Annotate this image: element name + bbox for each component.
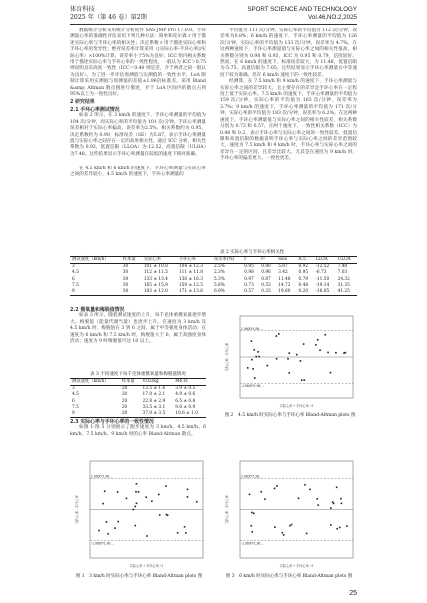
- y-axis-label: 实际心率 - 手环心率: [225, 495, 229, 524]
- table-2-cell: 14.72: [278, 282, 291, 288]
- table-3-row: [70, 411, 206, 418]
- scatter-point: [327, 352, 329, 354]
- figure-1-plot: [72, 455, 207, 570]
- paragraph: 数据统计分析采用统计分析软件 SAS JMP Pro 17.0.0。手环测量心率的准确性评估采用下列几种方法：简单和皮尔森 r 用于描述实际心率与手环心率的相关性；决定系数 r 用于描述实际心率和手环心率的变异性；绝对误差率计算采用（|实际心率-手环心率|/实际心率）×100%计算，误差率小于5%为良好；ICC 组内相关系数用于描述实际心率与手环心率的一致性程度，一般认为 ICC＞0.75 则说明具有高度一致性（ICC＜0.40 则是差，介于两者之间一般认为良好）。为了进一步评估预测值与实测值的一致性水平，LoA 限制计算采用实测值与预测值的差值±1.96倍标准差。采用 Bland &amp; Altman 散点图进行描述，介于 LoA 区间内的散点占到95%以上为一致性良好。: [70, 28, 206, 98]
- table-2-header-cell: 测试速度（km/h）: [70, 257, 121, 264]
- table-3-cell: 7.5: [72, 404, 79, 410]
- table-2-cell: -16.85: [313, 289, 335, 296]
- scatter-point: [249, 494, 251, 496]
- table-3-cell: 37.0 ± 3.5: [141, 411, 174, 418]
- scatter-point: [98, 530, 100, 532]
- left-column-top: [70, 28, 206, 164]
- table-2-header-cell: r: [242, 257, 259, 264]
- subsection-heading: 2.3 实际心率与手环心率的一致性情况: [70, 419, 154, 425]
- scatter-point: [278, 333, 280, 335]
- table-3-grid: [70, 378, 206, 418]
- table-3-cell: 20: [120, 411, 141, 418]
- scatter-point: [254, 377, 256, 379]
- table-2-cell: 30: [121, 289, 142, 296]
- journal-title-en: SPORT SCIENCE AND TECHNOLOGY: [247, 6, 357, 13]
- scatter-point: [252, 368, 254, 370]
- scatter-point: [146, 535, 148, 537]
- scatter-point: [315, 344, 317, 346]
- scatter-point: [165, 485, 167, 487]
- scatter-point: [102, 503, 104, 505]
- scatter-point: [135, 491, 137, 493]
- scatter-point: [134, 506, 136, 508]
- scatter-point: [316, 498, 318, 500]
- scatter-point: [274, 526, 276, 528]
- scatter-point: [303, 343, 305, 345]
- scatter-point: [132, 509, 134, 511]
- scatter-point: [126, 498, 128, 500]
- table-2-cell: 30: [122, 276, 129, 282]
- table-3-cell: 4.5: [72, 392, 79, 398]
- scatter-point: [330, 524, 332, 526]
- table-3-header-cell: 测试速度（km/h）: [70, 379, 120, 386]
- table-2-cell: 0.48: [298, 282, 309, 288]
- scatter-point: [289, 352, 291, 354]
- table-2-cell: 30: [122, 282, 129, 288]
- table-2-cell: -6.73: [315, 270, 327, 276]
- running-header: [70, 6, 357, 22]
- table-2-cell: 24.32: [337, 276, 350, 282]
- scatter-point: [276, 358, 278, 360]
- paragraph: 如表 3 所示，随着测试速度的上升，每千克体重摄氧量逐步增大。梅脱值（能量代谢当量）也逐步上升。在速度为 3 km/h 及 4.5 km/h 时，梅脱值在 3 到 6 之间，属于中等强度身体活动；在速度为 6 km/h 和 7.5 km/h 时，梅脱值大于 6，属于高强度身体活动；速度为 9 时梅脱值可达 10 以上。: [70, 313, 206, 345]
- table-3-cell: 3.9 ± 0.5: [175, 386, 196, 392]
- left-column-low: [70, 306, 206, 370]
- table-3: [70, 372, 206, 418]
- table-2-cell: 5.8%: [213, 282, 225, 288]
- table-2-cell: 31.35: [337, 282, 350, 288]
- scatter-point: [339, 527, 341, 529]
- scatter-point: [345, 352, 347, 354]
- table-2-row: [70, 289, 357, 296]
- x-axis-label: 实际心率 + 手环心率 / 2: [279, 564, 314, 568]
- table-2-cell: 9: [70, 289, 121, 296]
- table-2-header-cell: 样本量: [121, 257, 142, 264]
- table-3-cell: 3: [72, 386, 75, 392]
- scatter-point: [134, 525, 136, 527]
- scatter-point: [300, 360, 302, 362]
- table-2-cell: 0.20: [297, 289, 314, 296]
- table-2-cell: 0.98: [244, 270, 254, 276]
- scatter-point: [330, 507, 332, 509]
- scatter-point: [251, 359, 253, 361]
- table-3-cell: 22.8 ± 2.9: [142, 398, 166, 404]
- figure-3-plot: [222, 455, 357, 570]
- scatter-point: [166, 514, 168, 516]
- table-2-header-cell: ULOA: [336, 257, 357, 264]
- table-2-cell: 104 ± 12.3: [178, 264, 203, 270]
- scatter-point: [247, 367, 249, 369]
- scatter-point: [303, 379, 305, 381]
- subsection-heading: 2.1 手环心率测试情况: [70, 106, 120, 113]
- table-2-cell: 2.5%: [213, 264, 225, 270]
- table-2-cell: 133 ± 13.4: [143, 276, 168, 282]
- scatter-point: [251, 512, 253, 514]
- table-2-cell: 0.90: [261, 264, 271, 270]
- table-2-cell: 136 ± 16.3: [178, 276, 203, 282]
- upper-limit-label: 1.9600*1.96 ...: [241, 326, 264, 331]
- upper-limit-label: 1.9600*1.96 ...: [91, 474, 114, 479]
- scatter-point: [138, 491, 140, 493]
- scatter-point: [296, 354, 298, 356]
- table-3-cell: 6: [72, 398, 75, 404]
- scatter-point: [114, 527, 116, 529]
- scatter-point: [330, 372, 332, 374]
- scatter-point: [106, 521, 108, 523]
- subsection-heading: 2.2 摄氧量和梅脱值情况: [70, 307, 125, 313]
- table-2-cell: 3.42: [278, 270, 288, 276]
- scatter-point: [177, 532, 179, 534]
- figure-2-plot: [222, 310, 357, 410]
- table-2-header-cell: 手环心率: [177, 257, 212, 264]
- left-column-end: [70, 418, 206, 442]
- paragraph: 平均值为 111 次/分钟，实际心率的平均值为 112 次/分钟，误差率为0.8%；6 km/h 的速度下，手环心率测量的平均值为 126 次/分钟，实际心率的平均值为 133 次/分钟，误差率为 4.7%。在这两种速度下，手环心率测量值与实际心率之间的相关性很高，相关系数分别为 0.98 和 0.93，ICC 为 0.95 和 0.79，信度较好。然而，在 6 km/h 的速度下，标准误差较大，为 11.48，低置信限为-5.75，高置信限为 7.05，这些结果显示手环心率测量在中等速度下较为准确，但在 6 km/h 速度下的一致性较差。: [220, 28, 357, 78]
- lower-limit-label: -1.9600*1.96 ...: [241, 541, 265, 546]
- table-2-header-cell: SEE: [276, 257, 296, 264]
- scatter-point: [257, 351, 259, 353]
- table-2-cell: 7.5: [72, 282, 79, 288]
- scatter-point: [117, 491, 119, 493]
- left-column-mid: [70, 166, 206, 248]
- scatter-point: [317, 504, 319, 506]
- scatter-point: [158, 494, 160, 496]
- scatter-point: [107, 533, 109, 535]
- table-2-cell: 6.9%: [212, 289, 242, 296]
- scatter-point: [196, 501, 198, 503]
- scatter-point: [251, 531, 253, 533]
- table-2-header-cell: LLOA: [313, 257, 335, 264]
- scatter-point: [136, 503, 138, 505]
- scatter-point: [319, 349, 321, 351]
- scatter-point: [333, 503, 335, 505]
- scatter-point: [274, 488, 276, 490]
- table-2-cell: 0.95: [298, 270, 309, 276]
- table-3-header-cell: 样本量: [120, 379, 141, 386]
- table-2-cell: 111 ± 11.8: [178, 270, 203, 276]
- scatter-point: [336, 487, 338, 489]
- scatter-point: [288, 372, 290, 374]
- table-3-cell: 13.5 ± 1.6: [142, 386, 166, 392]
- table-2-grid: [70, 256, 357, 296]
- scatter-point: [340, 498, 342, 500]
- scatter-point: [317, 339, 319, 341]
- table-2-cell: 7.03: [337, 270, 348, 276]
- scatter-point: [258, 356, 260, 358]
- table-2-cell: 41.25: [336, 289, 357, 296]
- header-rule: [70, 24, 357, 25]
- scatter-point: [283, 534, 285, 536]
- scatter-point: [264, 498, 266, 500]
- table-2-cell: 0.95: [244, 264, 254, 270]
- table-3-cell: 20: [121, 398, 128, 404]
- paragraph: 在 4.5 km/h 和 6 km/h 的速度下，手环心率测量与实际心率之间的差异较小，4.5 km/h 的速度下，手环心率测量的: [70, 166, 206, 178]
- x-axis-label: 实际心率 + 手环心率 / 2: [129, 564, 164, 568]
- table-2-cell: 0.87: [261, 276, 271, 282]
- table-2-cell: -11.50: [315, 276, 330, 282]
- scatter-point: [266, 365, 268, 367]
- scatter-point: [282, 532, 284, 534]
- table-2-cell: 4.5: [72, 270, 79, 276]
- table-3-cell: 17.0 ± 2.1: [142, 392, 166, 398]
- table-2-cell: 0.92: [298, 264, 309, 270]
- scatter-point: [298, 497, 300, 499]
- table-3-cell: 10.6 ± 1.0: [173, 411, 206, 418]
- table-3-cell: 20: [121, 386, 128, 392]
- table-2-cell: 0.57: [242, 289, 259, 296]
- scatter-point: [185, 532, 187, 534]
- table-2-cell: 171 ± 13.6: [177, 289, 212, 296]
- scatter-point: [276, 335, 278, 337]
- table-2-cell: 5.3%: [213, 276, 225, 282]
- scatter-point: [151, 500, 153, 502]
- paragraph: 如表 2 所示，在 3 km/h 的速度下，手环心率测量的平均值为 104 次/分钟，而实际心率的平均值为 101 次/分钟。手环心率测量误差相对于实际心率偏高，误差率为2.5%，相关系数约为 0.95，决定系数约为 0.90，标准误差（SE）为5.87。表示手环心率测量值与实际心率之间存在一定的高度相关性。通过 ICC 分析，相关性系数为 0.92，低置信限（LLOA）为-12.52，高置信限（ULOA）为7.48。这些结果显示手环心率测量在较低的速度下相对准确。: [70, 113, 206, 157]
- right-column-top: [220, 28, 357, 228]
- table-2-cell: 0.73: [244, 282, 254, 288]
- upper-limit-label: 1.9600*1.96 ...: [241, 474, 264, 479]
- scatter-point: [341, 503, 343, 505]
- table-3-cell: 4.9 ± 0.6: [175, 392, 196, 398]
- table-2-cell: 5.87: [278, 264, 288, 270]
- table-2-cell: 0.53: [261, 282, 271, 288]
- scatter-point: [253, 513, 255, 515]
- table-2-cell: 30: [122, 264, 129, 270]
- table-2-header-cell: r²: [259, 257, 276, 264]
- issue-cn: 2025 年（第 46 卷）第2期: [70, 14, 147, 21]
- table-2-cell: 0.33: [259, 289, 276, 296]
- scatter-point: [343, 352, 345, 354]
- journal-title-cn: 体育科技: [70, 6, 95, 13]
- table-2-cell: 165 ± 15.9: [143, 282, 168, 288]
- scatter-point: [250, 525, 252, 527]
- lower-limit-label: -1.9600*1.96 ...: [241, 384, 265, 389]
- issue-en: Vol.46,NO.2,2025: [308, 14, 357, 21]
- table-2-header-cell: ICC: [297, 257, 314, 264]
- scatter-point: [289, 525, 291, 527]
- table-3-cell: 9: [70, 411, 120, 418]
- figure-3-caption: 图 3 6 km/h 时实际心率与手环心率 Bland-Altman plots 图: [225, 574, 353, 579]
- scatter-point: [324, 334, 326, 336]
- figure-1-caption: 图 1 3 km/h 时实际心率与手环心率 Bland-Altman plots 图: [75, 574, 203, 579]
- table-3-cell: 6.5 ± 0.8: [175, 398, 196, 404]
- page-number: 25: [349, 590, 357, 597]
- table-2: [70, 250, 357, 296]
- scatter-point: [287, 358, 289, 360]
- scatter-point: [336, 528, 338, 530]
- scatter-point: [136, 483, 138, 485]
- table-2-cell: 30: [122, 270, 129, 276]
- figure-2-caption: 图 2 4.5 km/h 时实际心率与手环心率 Bland-Altman plots 图: [224, 413, 356, 418]
- table-3-header-cell: METs: [173, 379, 206, 386]
- scatter-point: [253, 349, 255, 351]
- table-2-cell: 183 ± 12.0: [142, 289, 177, 296]
- lower-limit-label: -1.9600*1.96 ...: [91, 541, 115, 546]
- scatter-point: [304, 484, 306, 486]
- scatter-point: [309, 489, 311, 491]
- table-2-cell: 6: [72, 276, 75, 282]
- table-3-header-cell: VO2/kg: [141, 379, 174, 386]
- table-2-cell: 101 ± 10.8: [143, 264, 168, 270]
- scatter-point: [335, 352, 337, 354]
- scatter-point: [346, 525, 348, 527]
- scatter-point: [145, 496, 147, 498]
- paragraph: 如图 1-图 5 分别展示了跑步速度为 3 km/h、4.5 km/h、6 km/h、7.5 km/h、9 km/h 时的心率 Bland-Altman 散点。: [70, 425, 206, 437]
- table-2-cell: 0.79: [298, 276, 309, 282]
- table-2-cell: 19.60: [276, 289, 296, 296]
- y-axis-label: 实际心率 - 手环心率: [225, 342, 229, 372]
- table-2-cell: -19.14: [315, 282, 330, 288]
- table-2-cell: 0.96: [261, 270, 271, 276]
- scatter-point: [117, 521, 119, 523]
- table-2-title: 表 2 实际心率与手环心率相关性: [220, 250, 285, 255]
- scatter-point: [104, 490, 106, 492]
- scatter-point: [260, 491, 262, 493]
- table-3-cell: 9.6 ± 0.9: [175, 404, 196, 410]
- table-2-cell: 11.48: [278, 276, 291, 282]
- table-3-row: [70, 386, 206, 393]
- paragraph: 经测算，在 7.5 km/h 和 9 km/h 的速度下，手环心率测量与实际心率之间的差异较大，且主要存在的差异是手环心率在一定程度上低于实际心率。7.5 km/h 的速度下，手环心率测量的平均值为 159 次/分钟，实际心率的平均值为 165 次/分钟，误差率为 3.7%；9 km/h 的速度下，手环心率测量的平均值为 171 次/分钟，实际心率的平均值为 183 次/分钟，误差率为 6.2%。在这两种速度下，手环心率测量值与实际心率之间的相关性较差，相关系数分别为 0.73 和 0.57。在两个速度下，一致性相关系数（ICC）为 0.48 和 0.2，表示手环心率与实际心率之间的一致性较差。低置信限和高置信限的数据说明手环心率与实际心率之间的差异范围较大，速度为 7.5 km/h 和 9 km/h 时，手环心率与实际心率之间的差异在一定的区间，且差异比较大。尤其是在速度为 9 km/h 时，手环心率的偏差更大、一致性更差。: [220, 79, 357, 162]
- scatter-point: [187, 496, 189, 498]
- scatter-point: [184, 526, 186, 528]
- x-axis-label: 实际心率 + 手环心率 / 2: [279, 404, 314, 408]
- table-2-row: [70, 264, 357, 271]
- table-2-cell: 112 ± 11.5: [143, 270, 168, 276]
- table-2-cell: 7.48: [337, 264, 348, 270]
- section-heading: 2 研究结果: [70, 99, 95, 106]
- scatter-point: [301, 379, 303, 381]
- scatter-point: [187, 489, 189, 491]
- scatter-point: [159, 514, 161, 516]
- scatter-point: [306, 533, 308, 535]
- y-axis-label: 实际心率 - 手环心率: [75, 495, 79, 524]
- table-3-cell: 20: [121, 392, 128, 398]
- table-2-header-cell: 误差率(%): [212, 257, 242, 264]
- table-3-title: 表 3 不同速度下每千克体重摄氧量和梅脱值情况: [90, 372, 186, 377]
- scatter-point: [291, 524, 293, 526]
- table-2-cell: 159 ± 12.5: [178, 282, 203, 288]
- scatter-point: [251, 340, 253, 342]
- table-2-cell: -12.52: [315, 264, 330, 270]
- table-2-cell: 0.97: [244, 276, 254, 282]
- table-2-cell: 2.3%: [213, 270, 225, 276]
- table-2-cell: 3: [72, 264, 75, 270]
- table-2-header-cell: 实际心率: [142, 257, 177, 264]
- scatter-point: [276, 485, 278, 487]
- table-3-cell: 33.5 ± 3.1: [142, 404, 166, 410]
- table-3-cell: 20: [121, 404, 128, 410]
- scatter-point: [255, 356, 257, 358]
